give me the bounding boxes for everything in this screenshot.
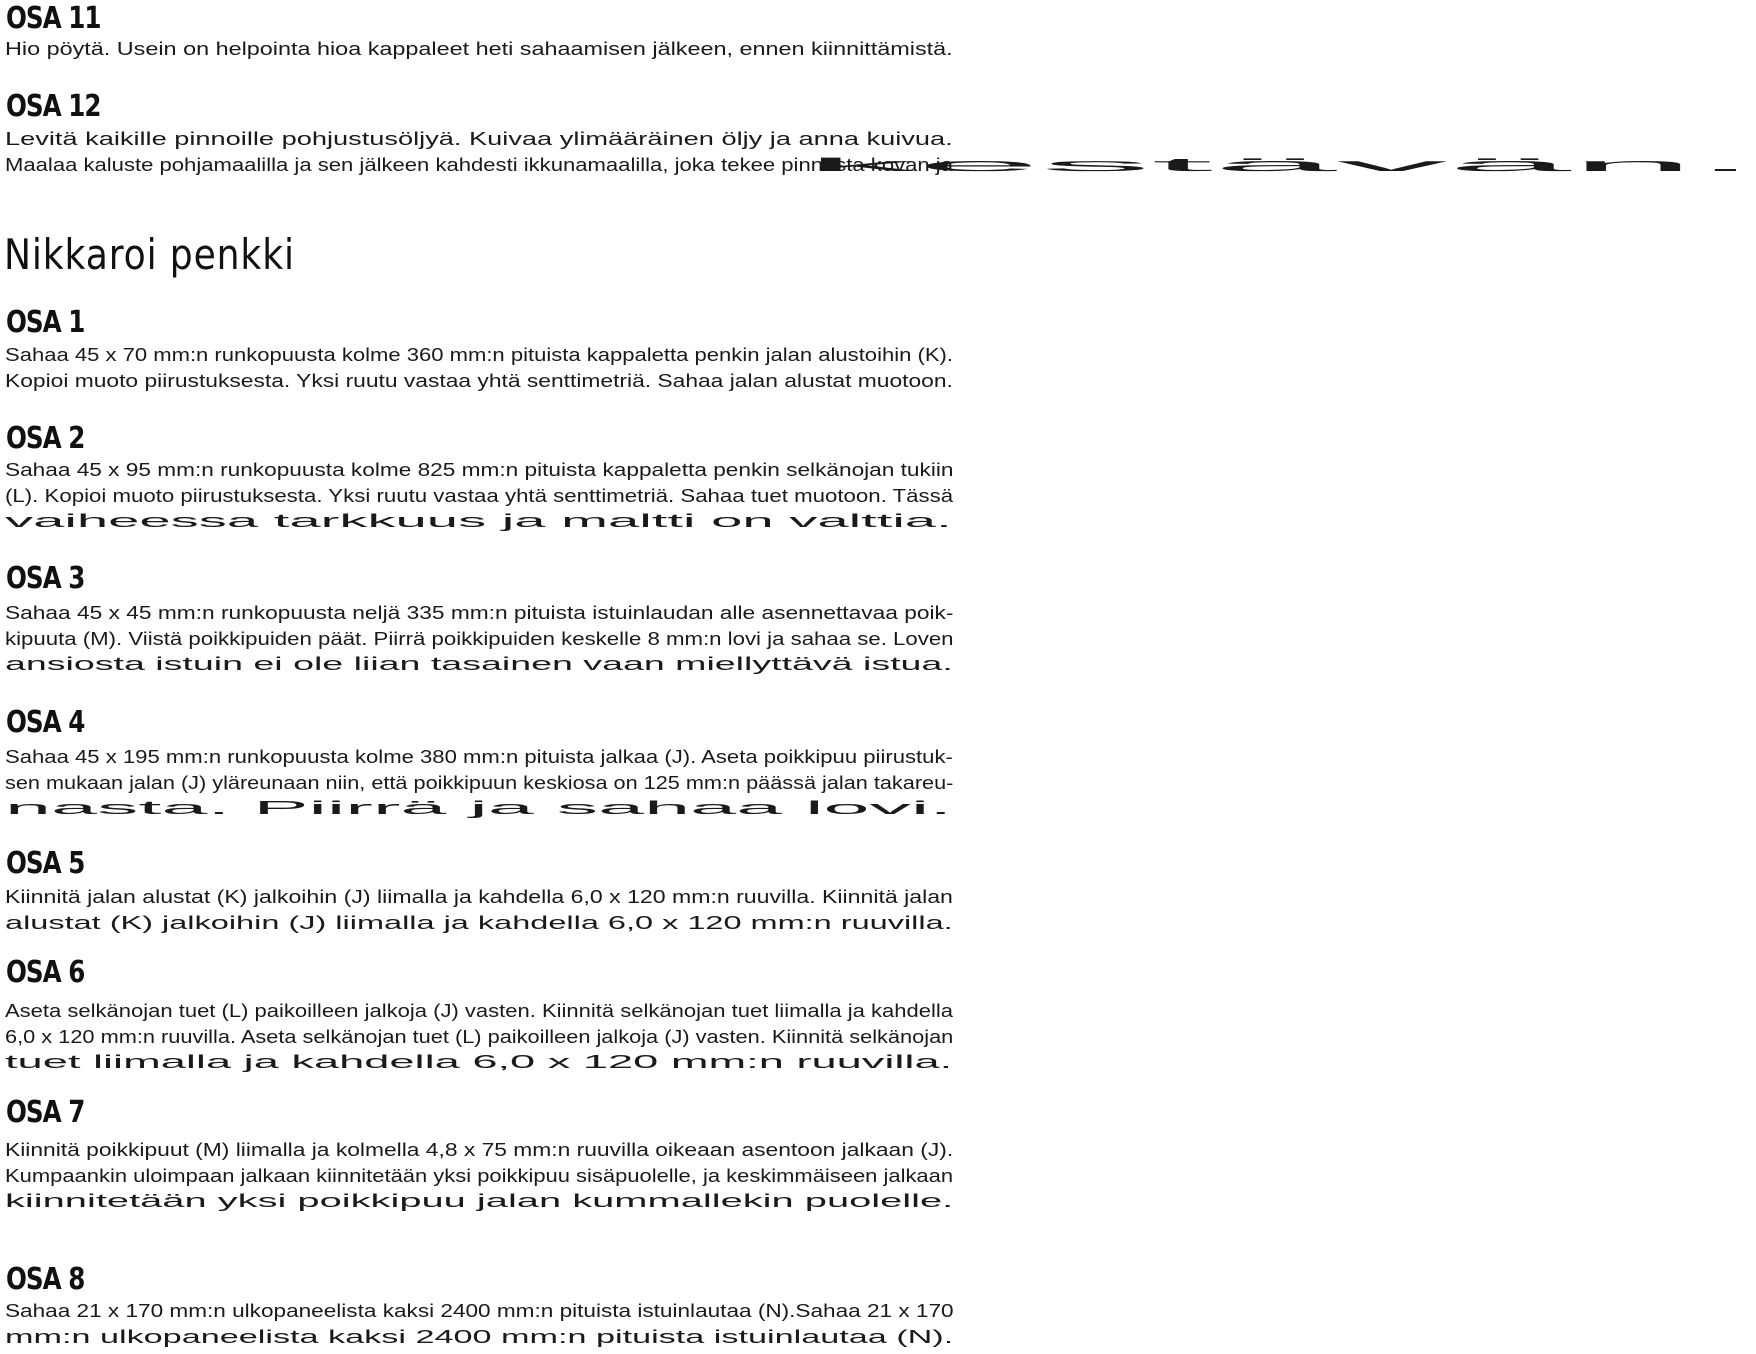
step-text-osa-4 [5, 744, 955, 821]
text-line: Sahaa 45 x 195 mm:n runkopuusta kolme 380 mm:n pituista jalkaa (J). Aseta poikkipuu piirustuk- [5, 746, 953, 767]
text-line: Levitä kaikille pinnoille pohjustusöljyä. Kuivaa ylimääräinen öljy ja anna kuivua. [5, 128, 953, 149]
text-line: Hio pöytä. Usein on helpointa hioa kappaleet heti sahaamisen jälkeen, ennen kiinnittämistä. [5, 38, 953, 59]
text-line: Sahaa 45 x 45 mm:n runkopuusta neljä 335 mm:n pituista istuinlaudan alle asennettavaa poik- [5, 602, 954, 623]
step-heading-osa-4: OSA 4 [6, 705, 85, 740]
section-text-osa-11 [5, 36, 955, 62]
page-title: Nikkaroi penkki [4, 230, 295, 279]
text-line: kipuuta (M). Viistä poikkipuiden päät. Piirrä poikkipuiden keskelle 8 mm:n lovi ja sahaa se. Loven [5, 627, 954, 649]
text-line: kiinnitetään yksi poikkipuu jalan kummallekin puolelle. [5, 1190, 954, 1211]
text-line: vaiheessa tarkkuus ja maltti on valttia. [5, 510, 952, 531]
step-text-osa-1 [5, 342, 955, 393]
text-line: (L). Kopioi muoto piirustuksesta. Yksi ruutu vastaa yhtä senttimetriä. Sahaa tuet muotoon. Tässä [5, 484, 954, 506]
step-heading-osa-2: OSA 2 [6, 421, 85, 456]
step-heading-osa-6: OSA 6 [6, 955, 85, 990]
text-line: Kumpaankin uloimpaan jalkaan kiinnitetään yksi poikkipuu sisäpuolelle, ja keskimmäiseen jalkaan [5, 1164, 954, 1186]
text-line: ansiosta istuin ei ole liian tasainen vaan miellyttävä istua. [5, 653, 953, 674]
step-text-osa-7 [5, 1137, 955, 1214]
text-line: Sahaa 45 x 95 mm:n runkopuusta kolme 825 mm:n pituista kappaletta penkin selkänojan tukiin [5, 459, 954, 480]
step-text-osa-5 [5, 884, 955, 935]
step-text-osa-6 [5, 998, 955, 1075]
step-heading-osa-7: OSA 7 [6, 1095, 85, 1130]
text-line: kestävän. [805, 153, 1756, 175]
step-heading-osa-5: OSA 5 [6, 846, 85, 881]
text-line: Kiinnitä poikkipuut (M) liimalla ja kolmella 4,8 x 75 mm:n ruuvilla oikeaan asentoon jalkaan (J). [5, 1139, 954, 1160]
step-heading-osa-8: OSA 8 [6, 1262, 85, 1297]
step-text-osa-3 [5, 600, 955, 677]
step-text-osa-2 [5, 457, 955, 534]
text-line: alustat (K) jalkoihin (J) liimalla ja kahdella 6,0 x 120 mm:n ruuvilla. [5, 911, 953, 933]
text-line: nasta. Piirrä ja sahaa lovi. [5, 797, 953, 818]
section-text-osa-12 [5, 126, 1756, 177]
section-heading-osa-11: OSA 11 [6, 1, 101, 36]
step-heading-osa-1: OSA 1 [6, 305, 85, 340]
text-line: Aseta selkänojan tuet (L) paikoilleen jalkoja (J) vasten. Kiinnitä selkänojan tuet liimalla ja kahdella [5, 1000, 954, 1021]
text-line: Kopioi muoto piirustuksesta. Yksi ruutu vastaa yhtä senttimetriä. Sahaa jalan alustat muotoon. [5, 369, 953, 391]
text-line: Kiinnitä jalan alustat (K) jalkoihin (J) liimalla ja kahdella 6,0 x 120 mm:n ruuvilla. Kiinnitä jalan [5, 886, 953, 907]
step-text-osa-8 [5, 1298, 955, 1349]
section-heading-osa-12: OSA 12 [6, 89, 101, 124]
text-line: Maalaa kaluste pohjamaalilla ja sen jälkeen kahdesti ikkunamaalilla, joka tekee pinnasta kovan ja [5, 153, 953, 175]
text-line: 6,0 x 120 mm:n ruuvilla. Aseta selkänojan tuet (L) paikoilleen jalkoja (J) vasten. Kiinnitä selkänojan [5, 1025, 954, 1047]
step-heading-osa-3: OSA 3 [6, 561, 85, 596]
text-line: Sahaa 45 x 70 mm:n runkopuusta kolme 360 mm:n pituista kappaletta penkin jalan alustoihin (K). [5, 344, 953, 365]
text-line: mm:n ulkopaneelista kaksi 2400 mm:n pituista istuinlautaa (N). [5, 1325, 954, 1347]
text-line: sen mukaan jalan (J) yläreunaan niin, että poikkipuun keskiosa on 125 mm:n päässä jalan takareu- [5, 771, 954, 793]
text-line: tuet liimalla ja kahdella 6,0 x 120 mm:n ruuvilla. [5, 1051, 953, 1072]
text-line: Sahaa 21 x 170 mm:n ulkopaneelista kaksi 2400 mm:n pituista istuinlautaa (N).Sahaa 21 x 170 [5, 1300, 954, 1321]
